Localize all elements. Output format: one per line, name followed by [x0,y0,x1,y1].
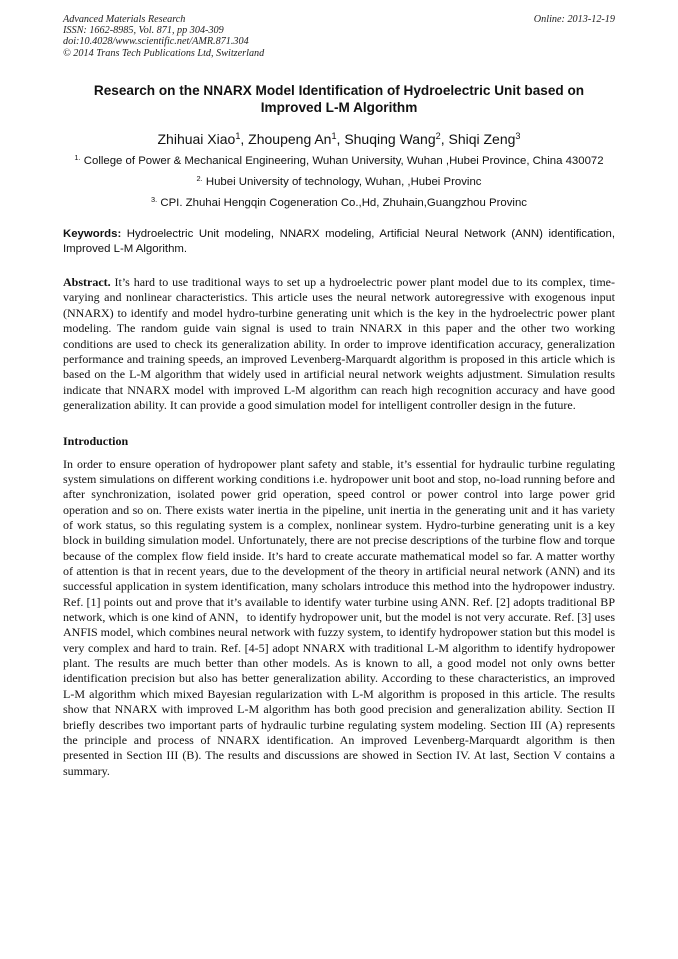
author [248,131,344,147]
affiliation-list [63,154,615,211]
issn-line: ISSN: 1662-8985, Vol. 871, pp 304-309 [63,25,224,37]
author [158,131,249,147]
online-date: Online: 2013-12-19 [533,14,615,25]
author-separator: , [336,131,345,147]
paper-page [63,14,615,791]
author [344,131,448,147]
journal-name: Advanced Materials Research [63,14,186,25]
author-affil-mark: 1 [235,131,241,141]
author-separator: , [240,131,249,147]
affiliation [63,196,615,211]
introduction-paragraph: In order to ensure operation of hydropower plant safety and stable, it’s essential for hydraulic turbine regulating system simulations on different working conditions i.e. hydropower unit boot and stop, no-load running before and after synchronization, isolated power grid operation, speed control or power control into large power grid operation and so on. There exists water inertia in the pipeline, unit inertia in the generating unit and it has variety of work status, so this regulating system is a complex, nonlinear system. Hydro-turbine generating unit is a key block in building simulation model. Unfortunately, there are not precise descriptions of the turbine flow and torque because of the complex flow field inside. It’s hard to create accurate mathematical model so far. A matter worthy of attention is that in recent years, due to the development of the theory in artificial neural network (ANN) and its successful application in system identification, many scholars introduce this method into the hydropower industry. Ref. [1] points out and prove that it’s available to identify water turbine using ANN. Ref. [2] adopts traditional BP network, which is one kind of ANN，to identify hydropower unit, but the model is not very accurate. Ref. [3] uses ANFIS model, which combines neural network with fuzzy system, to identify hydropower station but this model is very complex and hard to train. Ref. [4-5] adopt NNARX with traditional L-M algorithm to identify hydropower plant. The results are much better than other models. As is known to all, a good model not only owns better identification precision but also has better generalization ability. According to these characteristics, an improved L-M algorithm which mixed Bayesian regularization with L-M algorithm is proposed in this article. The results show that NNARX with improved L-M algorithm has both good precision and generalization ability. Section II briefly describes two important parts of hydraulic turbine regulating system modeling. Section III (A) represents the principle and process of NNARX identification. An improved Levenberg-Marquardt algorithm is then presented in Section III (B). The results and discussions are showed in Section IV. At last, Section V contains a summary. [63,456,615,778]
affiliation-text: Hubei University of technology, Wuhan, ,Hubei Provinc [202,176,482,188]
introduction-heading: Introduction [63,433,129,448]
affiliation-number: 1. [74,152,81,162]
journal-header [63,14,615,68]
abstract-text: It’s hard to use traditional ways to set up a hydroelectric power plant model due to its complex, time-varying and nonlinear characteristics. This article uses the neural network autoregressive with exogenous input (NNARX) to identify and model hydro-turbine generating unit which is the key in the hydroelectric power plant modeling. The random guide vain signal is used to train NNARX in this paper and the other two working conditions are used to check its generalization ability. In order to improve identification accuracy, generalization performance and training speeds, an improved Levenberg-Marquardt algorithm is proposed in this article which is based on the L-M algorithm that widely used in artificial neural network weights adjustment. Simulation results indicate that NNARX model with improved L-M algorithm can reach high recognition accuracy and have good generalization ability. It can provide a good simulation model for intelligent controller design in the future. [63,275,615,413]
author-name: Shuqing Wang [344,131,436,147]
author-name: Shiqi Zeng [448,131,516,147]
affiliation-number: 3. [151,194,158,204]
author-affil-mark: 1 [331,131,337,141]
affiliation-text: CPI. Zhuhai Hengqin Cogeneration Co.,Hd, Zhuhain,Guangzhou Provinc [157,197,527,209]
abstract [63,275,615,414]
affiliation [63,175,615,190]
keywords-label: Keywords: [63,228,122,240]
paper-title: Research on the NNARX Model Identification of Hydroelectric Unit based on Improved L-M Algorithm [93,83,585,115]
author-list [63,130,615,148]
author-name: Zhihuai Xiao [157,131,236,147]
affiliation [63,154,615,169]
author-affil-mark: 3 [515,131,521,141]
doi-line: doi:10.4028/www.scientific.net/AMR.871.304 [63,36,249,48]
author-name: Zhoupeng An [248,131,332,147]
copyright-line: © 2014 Trans Tech Publications Ltd, Switzerland [63,47,265,59]
journal-info [63,14,615,59]
author [448,131,520,147]
keywords-text: Hydroelectric Unit modeling, NNARX modeling, Artificial Neural Network (ANN) identification, Improved L-M Algorithm. [63,228,615,255]
affiliation-text: College of Power & Mechanical Engineering, Wuhan University, Wuhan ,Hubei Province, China 430072 [80,155,604,167]
author-separator: , [440,131,449,147]
affiliation-number: 2. [196,173,203,183]
author-affil-mark: 2 [435,131,441,141]
keywords [63,227,615,257]
abstract-label: Abstract. [63,275,111,289]
